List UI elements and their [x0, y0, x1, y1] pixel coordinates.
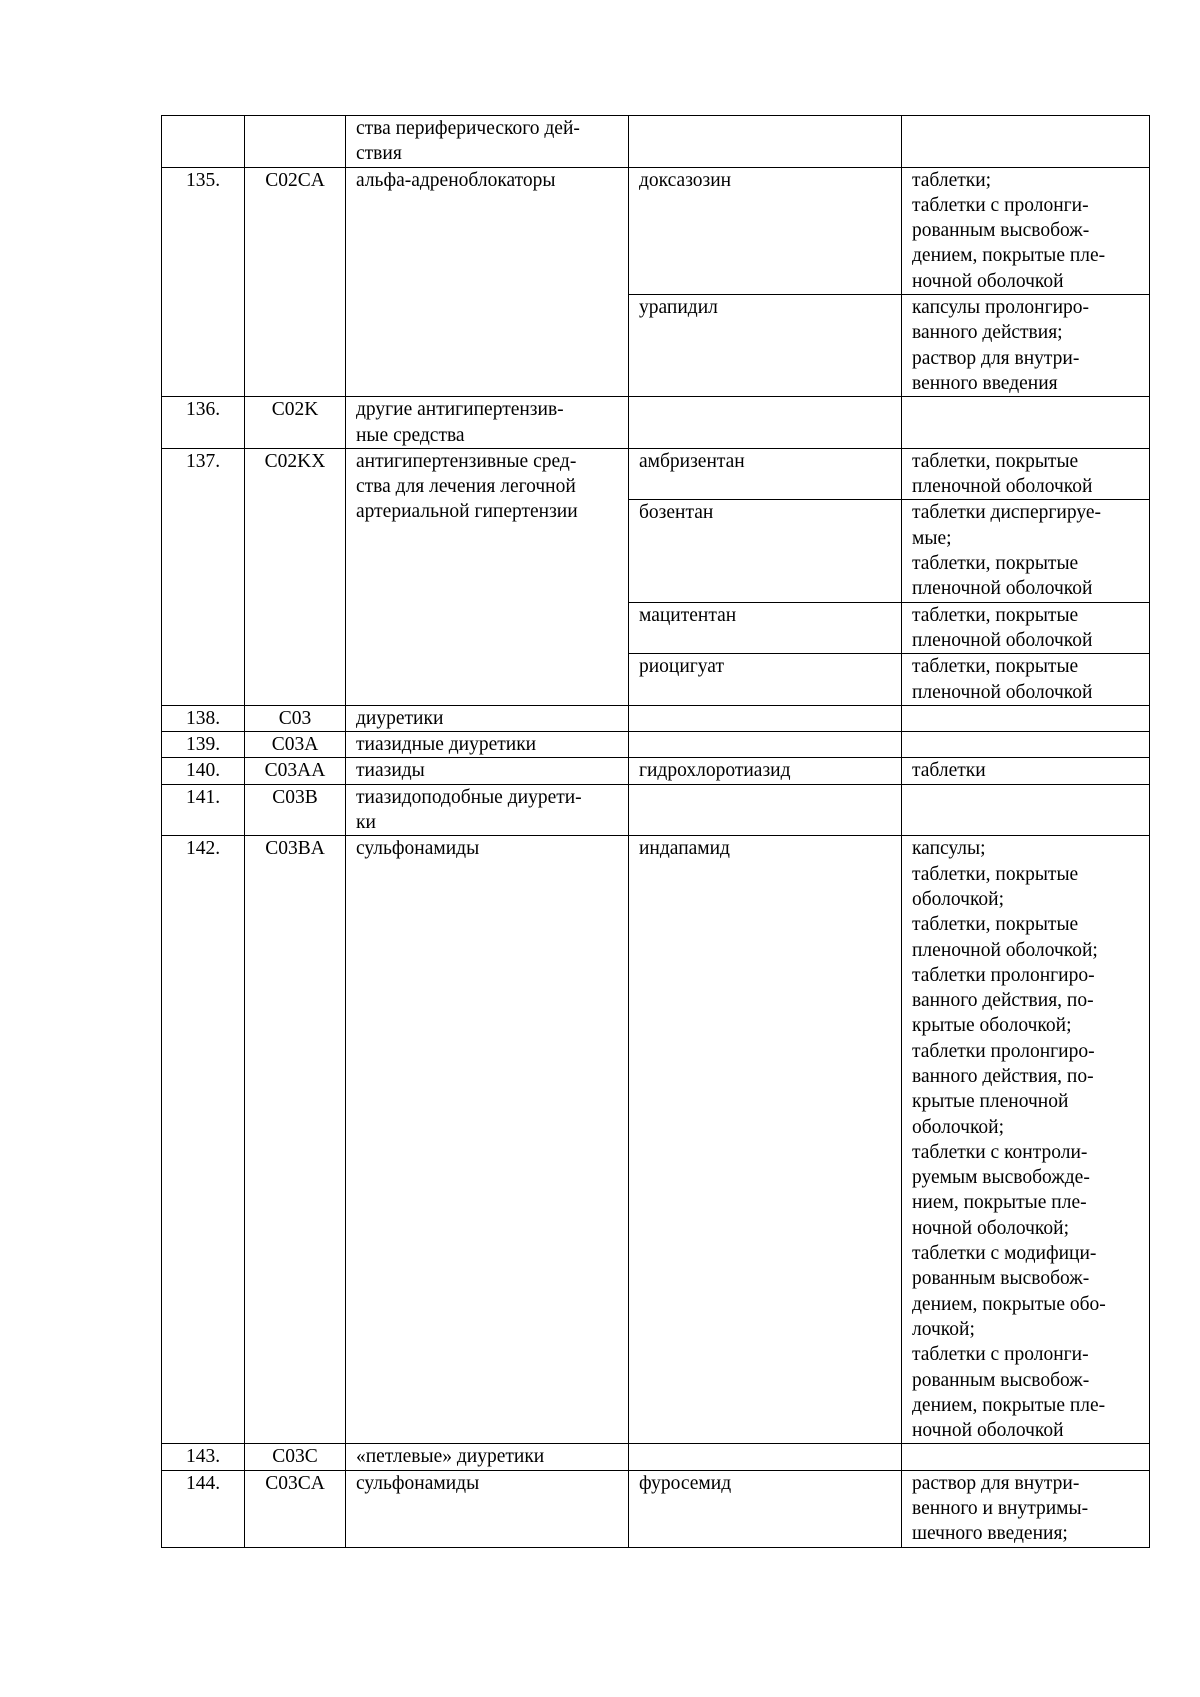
- dosage-form: таблетки; таблетки с пролонги- рованным высвобож- дением, покрытые пле- ночной оболочкой: [902, 167, 1150, 294]
- row-number: 138.: [162, 705, 245, 731]
- atc-code: C03C: [245, 1444, 346, 1470]
- dosage-form: [902, 784, 1150, 836]
- atc-code: C02K: [245, 397, 346, 449]
- row-number: [162, 116, 245, 168]
- row-number: 142.: [162, 836, 245, 1444]
- anatomical-group: ства периферического дей- ствия: [346, 116, 629, 168]
- row-number: 144.: [162, 1470, 245, 1547]
- atc-code: C03AA: [245, 758, 346, 784]
- anatomical-group: альфа-адреноблокаторы: [346, 167, 629, 397]
- drug-name: индапамид: [629, 836, 902, 1444]
- atc-code: C03A: [245, 732, 346, 758]
- row-number: 143.: [162, 1444, 245, 1470]
- dosage-form: [902, 397, 1150, 449]
- dosage-form: таблетки, покрытые пленочной оболочкой: [902, 602, 1150, 654]
- drug-name: фуросемид: [629, 1470, 902, 1547]
- dosage-form: [902, 732, 1150, 758]
- table-row: [162, 448, 1150, 500]
- table-row: [162, 784, 1150, 836]
- table-row: [162, 705, 1150, 731]
- dosage-form: таблетки, покрытые пленочной оболочкой: [902, 448, 1150, 500]
- dosage-form: капсулы; таблетки, покрытые оболочкой; таблетки, покрытые пленочной оболочкой; таблетки пролонгиро- ванного действия, по- крытые оболочкой; таблетки пролонгиро- ванного действия, по- крытые пленочной оболочкой; таблетки с контроли- руемым высвобожде- нием, покрытые пле- ночной оболочкой; таблетки с модифици- рованным высвобож- дением, покрытые обо- лочкой; таблетки с пролонги- рованным высвобож- дением, покрытые пле- ночной оболочкой: [902, 836, 1150, 1444]
- drug-name: [629, 116, 902, 168]
- row-number: 137.: [162, 448, 245, 705]
- drug-list-table: [161, 115, 1150, 1548]
- drug-name: [629, 784, 902, 836]
- anatomical-group: тиазидные диуретики: [346, 732, 629, 758]
- anatomical-group: антигипертензивные сред- ства для лечения легочной артериальной гипертензии: [346, 448, 629, 705]
- drug-name: [629, 705, 902, 731]
- drug-name: бозентан: [629, 500, 902, 602]
- atc-code: C03CA: [245, 1470, 346, 1547]
- atc-code: C02KX: [245, 448, 346, 705]
- dosage-form: раствор для внутри- венного и внутримы- шечного введения;: [902, 1470, 1150, 1547]
- dosage-form: таблетки, покрытые пленочной оболочкой: [902, 654, 1150, 706]
- table-row: [162, 1470, 1150, 1547]
- table-row: [162, 758, 1150, 784]
- dosage-form: таблетки диспергируе- мые; таблетки, покрытые пленочной оболочкой: [902, 500, 1150, 602]
- anatomical-group: тиазиды: [346, 758, 629, 784]
- row-number: 140.: [162, 758, 245, 784]
- atc-code: [245, 116, 346, 168]
- table-row: [162, 167, 1150, 294]
- drug-name: урапидил: [629, 295, 902, 397]
- dosage-form: [902, 705, 1150, 731]
- drug-name: риоцигуат: [629, 654, 902, 706]
- dosage-form: таблетки: [902, 758, 1150, 784]
- table-row: [162, 1444, 1150, 1470]
- anatomical-group: тиазидоподобные диурети- ки: [346, 784, 629, 836]
- anatomical-group: сульфонамиды: [346, 1470, 629, 1547]
- table-row: [162, 116, 1150, 168]
- drug-name: гидрохлоротиазид: [629, 758, 902, 784]
- row-number: 136.: [162, 397, 245, 449]
- table-row: [162, 397, 1150, 449]
- row-number: 139.: [162, 732, 245, 758]
- anatomical-group: другие антигипертензив- ные средства: [346, 397, 629, 449]
- atc-code: C03BA: [245, 836, 346, 1444]
- anatomical-group: сульфонамиды: [346, 836, 629, 1444]
- drug-name: [629, 1444, 902, 1470]
- atc-code: C03: [245, 705, 346, 731]
- atc-code: C03B: [245, 784, 346, 836]
- anatomical-group: диуретики: [346, 705, 629, 731]
- drug-name: мацитентан: [629, 602, 902, 654]
- table-row: [162, 836, 1150, 1444]
- anatomical-group: «петлевые» диуретики: [346, 1444, 629, 1470]
- drug-name: [629, 732, 902, 758]
- row-number: 135.: [162, 167, 245, 397]
- drug-name: доксазозин: [629, 167, 902, 294]
- dosage-form: капсулы пролонгиро- ванного действия; раствор для внутри- венного введения: [902, 295, 1150, 397]
- drug-name: [629, 397, 902, 449]
- atc-code: C02CA: [245, 167, 346, 397]
- table-row: [162, 732, 1150, 758]
- dosage-form: [902, 1444, 1150, 1470]
- drug-name: амбризентан: [629, 448, 902, 500]
- row-number: 141.: [162, 784, 245, 836]
- dosage-form: [902, 116, 1150, 168]
